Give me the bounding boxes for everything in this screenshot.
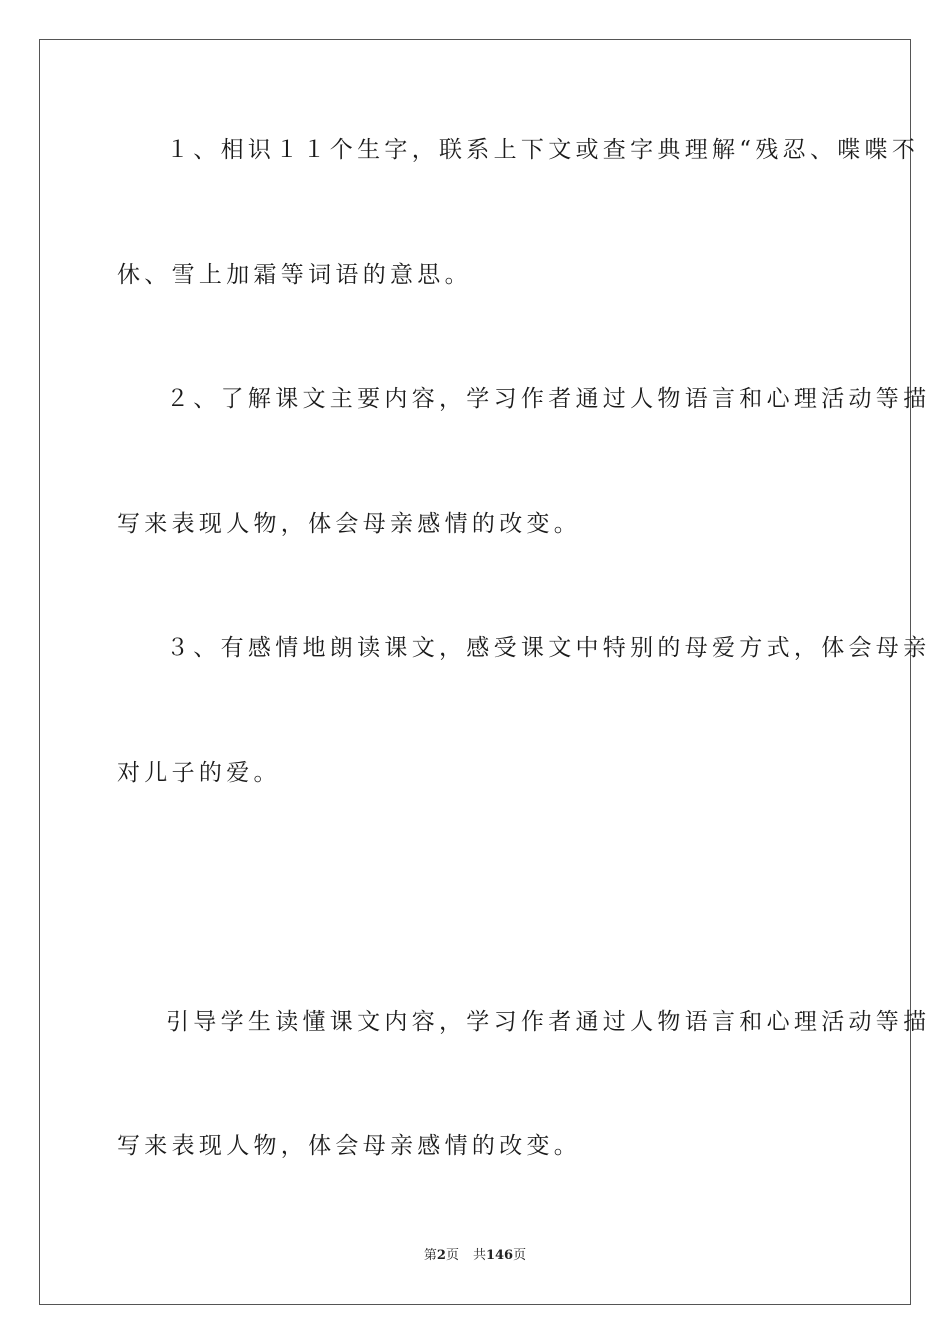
paragraph-4-line-2: 写来表现人物，体会母亲感情的改变。 — [117, 1133, 582, 1159]
paragraph-1-line-2: 休、雪上加霜等词语的意思。 — [117, 262, 472, 288]
paragraph-2-line-2: 写来表现人物，体会母亲感情的改变。 — [117, 511, 582, 537]
paragraph-3-line-1: ３、有感情地朗读课文，感受课文中特别的母爱方式，体会母亲 — [166, 635, 931, 661]
footer-total-prefix: 共 — [472, 1248, 486, 1263]
paragraph-2-line-1: ２、了解课文主要内容，学习作者通过人物语言和心理活动等描 — [166, 386, 931, 412]
footer-prefix: 第 — [423, 1248, 437, 1263]
footer-page-suffix: 页 — [445, 1248, 459, 1263]
page-border — [39, 39, 911, 1305]
paragraph-3-line-2: 对儿子的爱。 — [117, 760, 281, 786]
current-page-number: 2 — [436, 1248, 446, 1263]
footer-total-suffix: 页 — [513, 1248, 527, 1263]
page-footer — [0, 1249, 950, 1262]
paragraph-4-line-1: 引导学生读懂课文内容，学习作者通过人物语言和心理活动等描 — [166, 1009, 931, 1035]
total-page-count: 146 — [485, 1248, 514, 1263]
paragraph-1-line-1: １、相识１１个生字，联系上下文或查字典理解“残忍、喋喋不 — [166, 137, 920, 163]
